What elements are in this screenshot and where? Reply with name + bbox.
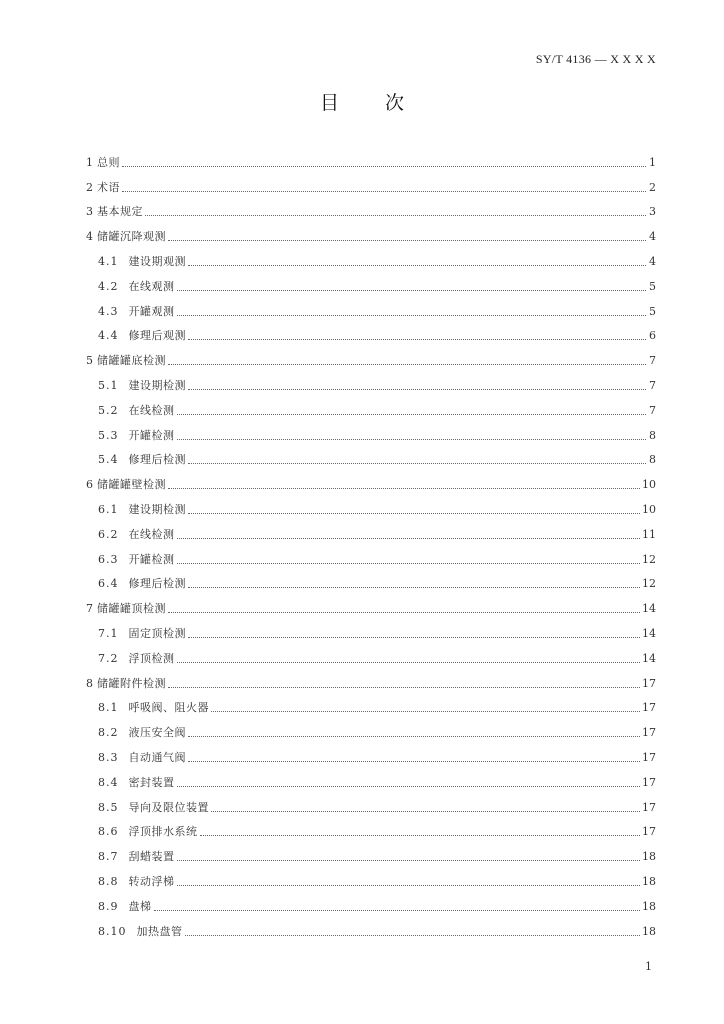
toc-entry-title: 总则 [97,155,120,169]
toc-entry-number: 6.1 [98,502,119,516]
toc-entry[interactable] [86,765,656,790]
toc-entry-number: 6.4 [98,577,119,591]
toc-entry-page: 8 [649,453,656,467]
toc-entry-title: 在线检测 [128,403,175,417]
toc-entry-number: 8.9 [98,899,119,913]
toc-entry-number: 3 [86,205,93,219]
document-code: SY/T 4136 — X X X X [535,52,656,66]
toc-entry-page: 17 [642,825,656,839]
toc-entry-number: 6.3 [98,552,119,566]
toc-entry-title: 修理后观测 [128,329,186,343]
toc-entry-number: 8.10 [98,924,127,938]
toc-dot-leader [168,239,646,241]
toc-entry[interactable] [86,839,656,864]
toc-entry-number: 7 [86,602,93,616]
toc-dot-leader [188,338,646,340]
toc-entry-number: 4.2 [98,279,119,293]
toc-entry-title: 基本规定 [97,205,143,219]
toc-entry[interactable] [86,319,656,344]
toc-entry-title: 建设期检测 [128,502,186,516]
toc-entry-title: 储罐罐顶检测 [97,602,166,616]
toc-entry-title: 开罐观测 [128,304,175,318]
toc-entry-title: 开罐检测 [128,552,175,566]
toc-entry-page: 4 [649,254,656,268]
toc-entry-number: 4 [86,230,93,244]
toc-entry-title: 储罐罐壁检测 [97,478,166,492]
toc-entry-page: 10 [642,502,656,516]
toc-entry-title: 在线检测 [128,527,175,541]
toc-dot-leader [177,289,647,291]
toc-entry-title: 修理后检测 [128,453,186,467]
toc-entry-number: 8.8 [98,874,119,888]
toc-entry[interactable] [86,666,656,691]
toc-entry-number: 5.2 [98,403,119,417]
table-of-contents [86,145,656,939]
toc-entry-page: 17 [642,800,656,814]
toc-dot-leader [188,760,640,762]
toc-entry-page: 17 [642,701,656,715]
toc-dot-leader [200,834,641,836]
toc-entry[interactable] [86,219,656,244]
toc-entry-number: 8.4 [98,775,119,789]
page-title: 目 次 [319,92,425,114]
toc-entry[interactable] [86,567,656,592]
toc-entry-number: 8.6 [98,825,119,839]
toc-dot-leader [177,537,641,539]
toc-dot-leader [154,909,641,911]
toc-dot-leader [188,462,646,464]
toc-entry-page: 7 [649,403,656,417]
toc-entry-number: 8.2 [98,726,119,740]
toc-entry[interactable] [86,294,656,319]
toc-entry-page: 14 [642,602,656,616]
toc-entry-page: 18 [642,899,656,913]
toc-entry-title: 储罐罐底检测 [97,354,166,368]
toc-entry[interactable] [86,715,656,740]
toc-entry[interactable] [86,145,656,170]
toc-entry-page: 3 [649,205,656,219]
toc-entry[interactable] [86,517,656,542]
toc-dot-leader [211,710,640,712]
toc-dot-leader [211,810,640,812]
toc-entry-title: 开罐检测 [128,428,175,442]
toc-entry-page: 6 [649,329,656,343]
toc-entry[interactable] [86,641,656,666]
toc-entry-page: 11 [642,527,656,541]
toc-entry-page: 7 [649,378,656,392]
toc-entry[interactable] [86,492,656,517]
toc-entry-title: 刮蜡装置 [128,850,175,864]
toc-dot-leader [177,884,641,886]
toc-entry-title: 建设期观测 [128,254,186,268]
toc-entry[interactable] [86,418,656,443]
toc-entry-title: 自动通气阀 [128,750,186,764]
toc-entry-title: 盘梯 [128,899,152,913]
toc-entry-number: 7.2 [98,651,119,665]
page-number: 1 [645,960,652,973]
toc-entry[interactable] [86,170,656,195]
toc-dot-leader [177,661,641,663]
toc-entry-page: 5 [649,304,656,318]
toc-entry-number: 8.1 [98,701,119,715]
toc-entry-page: 5 [649,279,656,293]
toc-entry-number: 4.4 [98,329,119,343]
toc-entry[interactable] [86,864,656,889]
toc-entry-number: 4.1 [98,254,119,268]
toc-entry[interactable] [86,244,656,269]
toc-entry-page: 18 [642,874,656,888]
toc-entry-title: 呼吸阀、阻火器 [128,701,209,715]
toc-dot-leader [177,438,647,440]
toc-dot-leader [168,686,640,688]
toc-dot-leader [188,586,640,588]
toc-entry-page: 17 [642,726,656,740]
toc-entry[interactable] [86,443,656,468]
toc-entry-number: 5.1 [98,378,119,392]
toc-entry[interactable] [86,914,656,939]
toc-dot-leader [122,165,646,167]
toc-entry-title: 转动浮梯 [128,874,175,888]
toc-entry-page: 14 [642,651,656,665]
toc-entry-number: 8.5 [98,800,119,814]
toc-dot-leader [168,611,640,613]
toc-entry-number: 4.3 [98,304,119,318]
toc-dot-leader [188,512,640,514]
toc-entry-title: 浮顶排水系统 [128,825,198,839]
toc-dot-leader [177,413,647,415]
toc-entry[interactable] [86,368,656,393]
toc-entry-title: 储罐附件检测 [97,676,166,690]
toc-entry[interactable] [86,591,656,616]
toc-entry[interactable] [86,740,656,765]
toc-entry-page: 7 [649,354,656,368]
toc-entry-title: 密封装置 [128,775,175,789]
toc-entry[interactable] [86,691,656,716]
toc-entry-number: 8.7 [98,850,119,864]
toc-entry-page: 12 [642,552,656,566]
toc-entry-title: 浮顶检测 [128,651,175,665]
toc-entry-number: 8 [86,676,93,690]
toc-entry-number: 5.4 [98,453,119,467]
toc-entry-title: 建设期检测 [128,378,186,392]
toc-entry-page: 2 [649,180,656,194]
toc-entry-page: 17 [642,750,656,764]
toc-dot-leader [177,314,647,316]
toc-dot-leader [168,487,640,489]
toc-entry-title: 导向及限位装置 [128,800,209,814]
toc-dot-leader [188,735,640,737]
toc-entry-number: 6.2 [98,527,119,541]
toc-dot-leader [177,859,641,861]
toc-entry-number: 1 [86,155,93,169]
toc-entry[interactable] [86,467,656,492]
toc-entry-title: 液压安全阀 [128,726,186,740]
toc-entry-number: 5 [86,354,93,368]
toc-entry-page: 17 [642,775,656,789]
toc-entry-page: 14 [642,626,656,640]
toc-entry-number: 6 [86,478,93,492]
toc-entry[interactable] [86,542,656,567]
toc-entry-page: 1 [649,155,656,169]
toc-dot-leader [145,214,646,216]
toc-entry-page: 8 [649,428,656,442]
toc-entry[interactable] [86,393,656,418]
toc-entry-page: 12 [642,577,656,591]
toc-dot-leader [122,190,646,192]
toc-entry-title: 加热盘管 [136,924,183,938]
toc-entry-number: 7.1 [98,626,119,640]
toc-entry[interactable] [86,815,656,840]
toc-entry-page: 4 [649,230,656,244]
toc-dot-leader [177,562,641,564]
toc-entry[interactable] [86,790,656,815]
toc-dot-leader [185,934,641,936]
toc-entry-page: 18 [642,850,656,864]
toc-entry-page: 17 [642,676,656,690]
toc-entry[interactable] [86,616,656,641]
toc-entry-title: 术语 [97,180,120,194]
toc-entry-title: 固定顶检测 [128,626,186,640]
toc-entry-number: 5.3 [98,428,119,442]
toc-entry[interactable] [86,269,656,294]
toc-dot-leader [168,363,646,365]
toc-entry-title: 储罐沉降观测 [97,230,166,244]
toc-entry[interactable] [86,889,656,914]
toc-dot-leader [188,388,646,390]
toc-dot-leader [188,636,640,638]
toc-entry-page: 18 [642,924,656,938]
toc-entry-page: 10 [642,478,656,492]
toc-entry[interactable] [86,343,656,368]
toc-entry[interactable] [86,195,656,220]
toc-dot-leader [177,785,641,787]
toc-entry-title: 修理后检测 [128,577,186,591]
toc-entry-title: 在线观测 [128,279,175,293]
toc-entry-number: 8.3 [98,750,119,764]
toc-dot-leader [188,264,646,266]
toc-entry-number: 2 [86,180,93,194]
